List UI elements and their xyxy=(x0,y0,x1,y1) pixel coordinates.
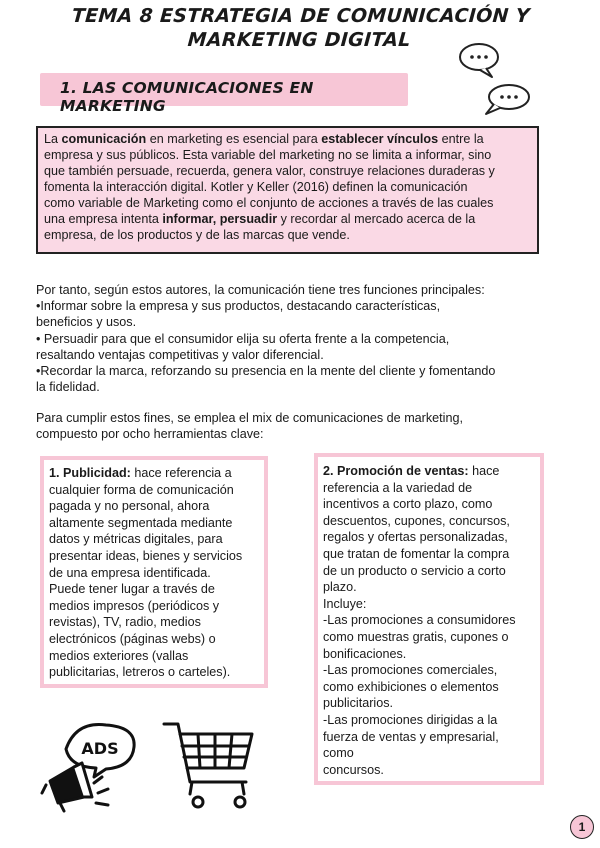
card-line: de una empresa identificada. xyxy=(49,565,211,580)
paragraph-line: •Informar sobre la empresa y sus productos, destacando características, xyxy=(36,299,441,314)
paragraph-line: resaltando ventajas competitivas y valor diferencial. xyxy=(36,347,324,362)
paragraph-line: • Persuadir para que el consumidor elija su oferta frente a la competencia, xyxy=(36,331,450,346)
paragraph-line: •Recordar la marca, reforzando su presencia en la mente del cliente y fomentando xyxy=(36,364,496,379)
paragraph-line: compuesto por ocho herramientas clave: xyxy=(36,427,264,442)
card-line: descuentos, cupones, concursos, xyxy=(323,513,510,528)
speech-bubble-icon xyxy=(480,80,532,118)
paragraph-line: Por tanto, según estos autores, la comunicación tiene tres funciones principales: xyxy=(36,283,485,297)
definition-line: una empresa intenta informar, persuadir y recordar al mercado acerca de la xyxy=(44,212,476,226)
card-line: Incluye: xyxy=(323,596,367,611)
card-line: publicitarias, letreros o carteles). xyxy=(49,665,231,680)
definition-box xyxy=(36,126,539,254)
card-line: -Las promociones dirigidas a la xyxy=(323,712,498,727)
definition-line: empresa, de los productos y de las marcas que vende. xyxy=(44,228,350,242)
page-number: 1 xyxy=(570,815,594,839)
card-line: concursos. xyxy=(323,762,384,777)
shopping-cart-icon xyxy=(160,718,260,814)
card-line: electrónicos (páginas webs) o xyxy=(49,631,216,646)
card-line: pagada y no personal, ahora xyxy=(49,499,210,514)
card-line: publicitarios. xyxy=(323,696,393,711)
definition-line: La comunicación en marketing es esencial para establecer vínculos entre la xyxy=(44,132,484,146)
card-line: cualquier forma de comunicación xyxy=(49,482,234,497)
megaphone-icon xyxy=(36,715,146,815)
definition-line: como variable de Marketing como el conjunto de acciones a través de las cuales xyxy=(44,196,494,210)
card-line: como exhibiciones o elementos xyxy=(323,679,499,694)
speech-bubble-icon xyxy=(456,40,502,80)
card-line: presentar ideas, bienes y servicios xyxy=(49,548,243,563)
card-line: referencia a la variedad de xyxy=(323,480,473,495)
card-line: 2. Promoción de ventas: hace xyxy=(323,464,500,478)
ads-label: ADS xyxy=(81,739,119,758)
card-line: medios impresos (periódicos y xyxy=(49,598,220,613)
paragraph-line: Para cumplir estos fines, se emplea el mix de comunicaciones de marketing, xyxy=(36,411,463,425)
card-line: 1. Publicidad: hace referencia a xyxy=(49,466,232,480)
title-line-2: MARKETING DIGITAL xyxy=(186,29,412,51)
card-line: datos y métricas digitales, para xyxy=(49,532,223,547)
card-line: regalos y ofertas personalizadas, xyxy=(323,530,508,545)
card-line: altamente segmentada mediante xyxy=(49,515,233,530)
card-line: medios exteriores (vallas xyxy=(49,648,189,663)
card-line: -Las promociones comerciales, xyxy=(323,663,498,678)
card-line: incentivos a corto plazo, como xyxy=(323,497,493,512)
card-line: bonificaciones. xyxy=(323,646,407,661)
card-line: que tratan de fomentar la compra xyxy=(323,546,510,561)
card-line: de un producto o servicio a corto xyxy=(323,563,506,578)
section-heading: 1. LAS COMUNICACIONES EN MARKETING xyxy=(60,79,314,115)
card-publicidad xyxy=(40,456,268,688)
card-line: como muestras gratis, cupones o xyxy=(323,629,509,644)
card-line: plazo. xyxy=(323,580,357,595)
card-line: revistas), TV, radio, medios xyxy=(49,615,201,630)
card-promocion-ventas xyxy=(314,453,544,785)
paragraph-line: beneficios y usos. xyxy=(36,315,137,330)
definition-line: empresa y sus públicos. Esta variable del marketing no se limita a informar, sino xyxy=(44,148,492,162)
mix-intro-paragraph xyxy=(36,410,556,442)
card-line: -Las promociones a consumidores xyxy=(323,613,516,628)
card-line: fuerza de ventas y empresarial, xyxy=(323,729,499,744)
definition-line: fomenta la interacción digital. Kotler y Keller (2016) definen la comunicación xyxy=(44,180,468,194)
paragraph-line: la fidelidad. xyxy=(36,380,100,395)
card-line: como xyxy=(323,746,354,761)
definition-line: que también persuade, recuerda, genera valor, construye relaciones duraderas y xyxy=(44,164,495,178)
title-line-1: TEMA 8 ESTRATEGIA DE COMUNICACIÓN Y xyxy=(71,5,531,27)
card-line: Puede tener lugar a través de xyxy=(49,582,215,597)
section-heading-banner xyxy=(40,73,408,115)
functions-paragraph xyxy=(36,282,556,395)
